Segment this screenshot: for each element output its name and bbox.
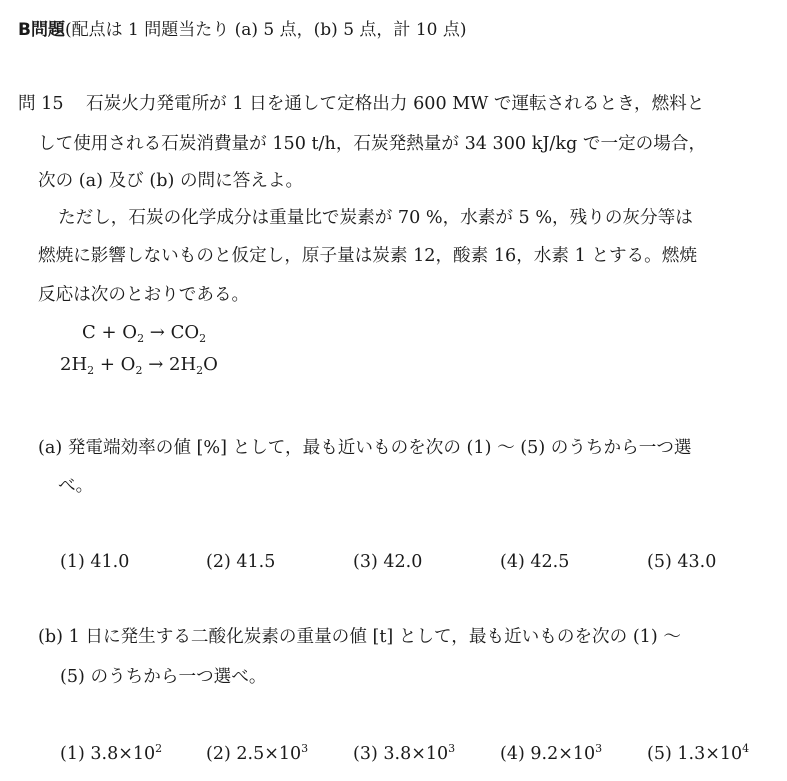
choice-b-1: (1) $3.8\times 10^2$ xyxy=(60,742,163,764)
choice-a-1: (1) 41.0 xyxy=(60,552,130,572)
question-number: 問 15 xyxy=(18,94,64,114)
question-line-6: 反応は次のとおりである。 xyxy=(38,285,250,305)
equation-1: $C + O_2 \to CO_2$ xyxy=(82,322,207,345)
points-info: (配点は 1 問題当たり (a) 5 点，(b) 5 点，計 10 点) xyxy=(64,20,467,40)
part-a-line-2: べ。 xyxy=(58,476,94,496)
choice-a-5: (5) 43.0 xyxy=(647,552,717,572)
choice-a-4: (4) 42.5 xyxy=(500,552,570,572)
choice-a-2: (2) 41.5 xyxy=(206,552,276,572)
choice-a-3: (3) 42.0 xyxy=(353,552,423,572)
section-label: B問題 xyxy=(18,20,65,40)
question-line-2: して使用される石炭消費量が 150 t/h，石炭発熱量が 34 300 kJ/kg で一定の場合， xyxy=(38,134,707,154)
choice-b-2: (2) $2.5\times 10^3$ xyxy=(206,742,309,764)
part-b-line-1: (b) 1 日に発生する二酸化炭素の重量の値 [t] として，最も近いものを次の (1) ～ xyxy=(38,627,681,647)
part-a-line-1: (a) 発電端効率の値 [%] として，最も近いものを次の (1) ～ (5) のうちから一つ選 xyxy=(38,438,692,458)
arrow-icon: → xyxy=(148,354,164,375)
section-header xyxy=(18,15,467,40)
choice-b-5: (5) $1.3\times 10^4$ xyxy=(647,742,750,764)
equation-2: $2H_2 + O_2 \to 2H_2O$ xyxy=(60,354,218,377)
arrow-icon: → xyxy=(149,322,165,343)
question-line-4: ただし，石炭の化学成分は重量比で炭素が 70 %，水素が 5 %，残りの灰分等は xyxy=(58,208,693,228)
part-b-line-2: (5) のうちから一つ選べ。 xyxy=(60,667,267,687)
choice-b-3: (3) $3.8\times 10^3$ xyxy=(353,742,456,764)
question-line-1: 石炭火力発電所が 1 日を通して定格出力 600 MW で運転されるとき，燃料と xyxy=(86,94,705,114)
question-line-5: 燃焼に影響しないものと仮定し，原子量は炭素 12，酸素 16，水素 1 とする。燃焼 xyxy=(38,246,697,266)
question-line-3: 次の (a) 及び (b) の問に答えよ。 xyxy=(38,171,304,191)
choice-b-4: (4) $9.2\times 10^3$ xyxy=(500,742,603,764)
